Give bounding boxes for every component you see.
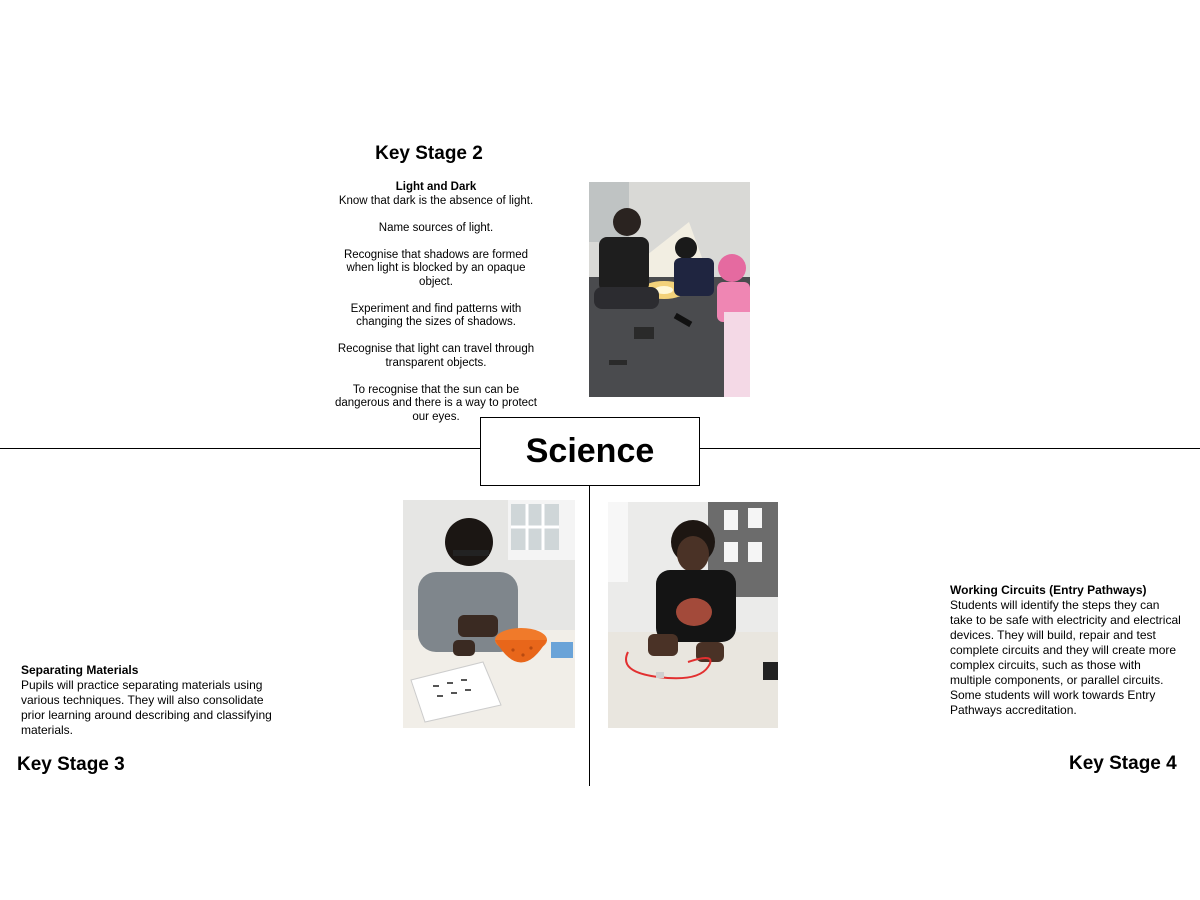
ks4-heading: Key Stage 4	[1069, 753, 1177, 774]
ks3-text-block	[21, 663, 281, 738]
ks2-text-block	[330, 181, 542, 438]
ks2-objective: Recognise that shadows are formed when light is blocked by an opaque object.	[343, 248, 529, 288]
ks2-objective: Experiment and find patterns with changing the sizes of shadows.	[350, 302, 522, 328]
ks2-heading: Key Stage 2	[375, 143, 483, 164]
ks3-photo	[403, 500, 575, 728]
horizontal-divider-left	[0, 448, 481, 449]
ks3-heading: Key Stage 3	[17, 754, 125, 775]
ks3-topic: Separating Materials	[21, 663, 139, 677]
vertical-divider	[589, 486, 590, 786]
page-title: Science	[525, 432, 655, 470]
ks3-description: Pupils will practice separating materials using various techniques. They will also consolidate prior learning around describing and classifying materials.	[21, 678, 272, 737]
ks4-description: Students will identify the steps they can take to be safe with electricity and electrical devices. They will build, repair and test complete circuits and they will create more complex circuits, such as those with multiple components, or parallel circuits. Some students will work towards Entry Pathways accreditation.	[950, 598, 1181, 717]
ks2-objective: Recognise that light can travel through transparent objects.	[337, 343, 535, 369]
ks2-objective: Know that dark is the absence of light.	[338, 194, 534, 207]
ks4-topic: Working Circuits (Entry Pathways)	[950, 583, 1147, 597]
ks2-objective: Name sources of light.	[378, 221, 494, 234]
horizontal-divider-right	[700, 448, 1200, 449]
ks4-text-block	[950, 583, 1185, 718]
ks2-photo	[589, 182, 750, 397]
ks4-photo	[608, 502, 778, 728]
ks2-objective: To recognise that the sun can be dangerous and there is a way to protect our eyes.	[334, 383, 537, 423]
ks2-topic: Light and Dark	[395, 181, 477, 193]
